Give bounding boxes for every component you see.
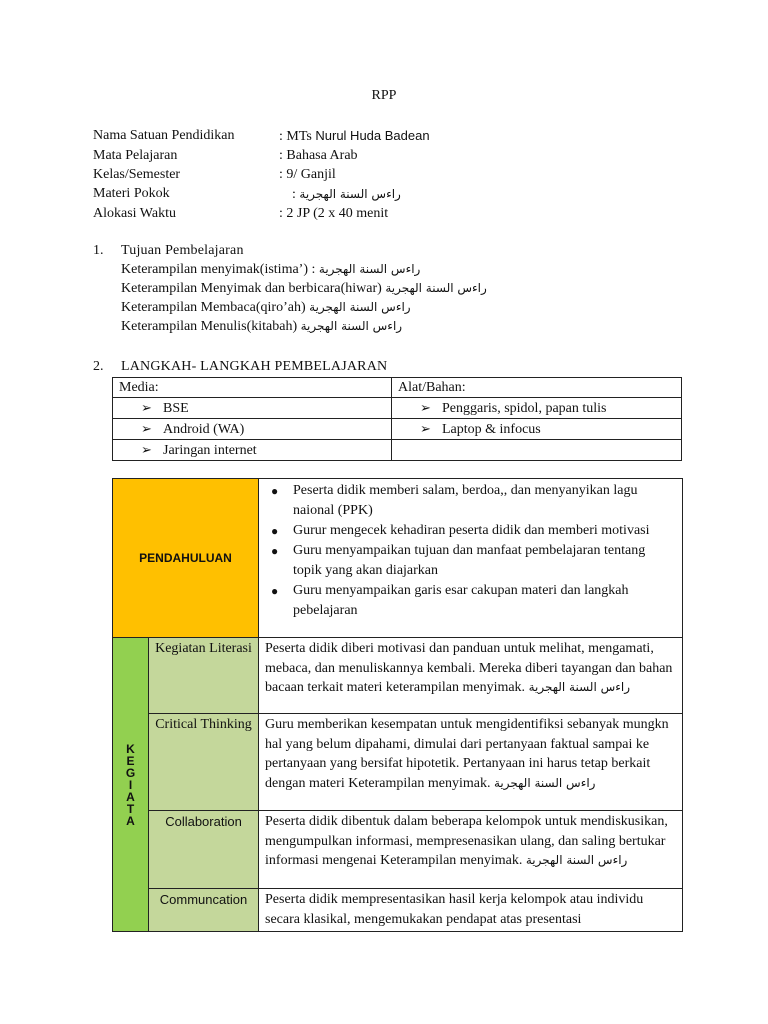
identity-label: Kelas/Semester [93,167,181,182]
list-item: ● Guru menyampaikan tujuan dan manfaat pembelajaran tentang topik yang akan diajarkan [271,543,646,578]
identity-value: : Bahasa Arab [279,148,358,163]
identity-value: : MTs Nurul Huda Badean [279,128,430,144]
objective-item: Keterampilan menyimak(istima’) : راءس السنة الهجرية [121,262,421,277]
activity-label: Communcation [149,889,259,932]
activity-label: Critical Thinking [149,714,259,811]
pendahuluan-content [259,479,683,638]
identity-label: Mata Pelajaran [93,148,178,163]
bullet-icon: ● [271,524,279,538]
bullet-icon: ● [271,544,279,558]
section-number: 1. [93,243,104,258]
arrow-bullet-icon: ➢ [141,421,152,436]
pendahuluan-label: PENDAHULUAN [113,479,259,638]
document-title: RPP [371,88,397,103]
media-item: ➢ Jaringan internet [113,440,392,461]
activity-label: Kegiatan Literasi [149,638,259,714]
activity-label: Collaboration [149,811,259,889]
section-title: LANGKAH- LANGKAH PEMBELAJARAN [121,359,388,374]
identity-label: Nama Satuan Pendidikan [93,128,235,143]
activity-text: Peserta didik diberi motivasi dan panduan untuk melihat, mengamati, mebaca, dan menuliskannya kembali. Mereka diberi tayangan dan bahan bacaan terkait materi keterampilan menyimak. راءس السنة الهجرية [259,638,683,714]
activity-text: Peserta didik dibentuk dalam beberapa kelompok untuk mendiskusikan, mengumpulkan informasi, mempresenasikan ulang, dan saling bertukar informasi mengenai Keterampilan menyimak. راءس السنة الهجرية [259,811,683,889]
tools-header: Alat/Bahan: [392,378,682,398]
identity-value: : 2 JP (2 x 40 menit [279,206,389,221]
bullet-icon: ● [271,484,279,498]
kegiatan-inti-vertical-label [113,638,149,932]
objective-item: Keterampilan Membaca(qiro’ah) راءس السنة الهجرية [121,300,411,315]
identity-value: : 9/ Ganjil [279,167,336,182]
identity-label: Materi Pokok [93,186,170,201]
section-number: 2. [93,359,104,374]
media-item: ➢ Android (WA) [113,419,392,440]
activity-table [112,478,683,932]
activity-text: Guru memberikan kesempatan untuk mengidentifiksi sebanyak mungkn hal yang belum dipahami, dimulai dari pertanyaan faktual sampai ke pertanyaan yang bersifat hipotetik. Pertanyaan ini harus tetap berkait dengan materi Keterampilan menyimak. راءس السنة الهجرية [259,714,683,811]
arrow-bullet-icon: ➢ [141,400,152,415]
objective-item: Keterampilan Menulis(kitabah) راءس السنة الهجرية [121,319,403,334]
tools-item: ➢ Laptop & infocus [392,419,682,440]
list-item: ● Guru menyampaikan garis esar cakupan materi dan langkah pebelajaran [271,583,629,618]
tools-item: ➢ Penggaris, spidol, papan tulis [392,398,682,419]
bullet-icon: ● [271,584,279,598]
identity-value: : راءس السنة الهجرية [292,187,401,202]
arrow-bullet-icon: ➢ [420,400,431,415]
media-tools-table [112,377,682,461]
media-header: Media: [113,378,392,398]
media-item: ➢ BSE [113,398,392,419]
list-item: ● Peserta didik memberi salam, berdoa,, dan menyanyikan lagu naional (PPK) [271,483,638,518]
arrow-bullet-icon: ➢ [420,421,431,436]
section-title: Tujuan Pembelajaran [121,243,244,258]
identity-label: Alokasi Waktu [93,206,176,221]
objective-item: Keterampilan Menyimak dan berbicara(hiwar) راءس السنة الهجرية [121,281,487,296]
list-item: ● Gurur mengecek kehadiran peserta didik dan memberi motivasi [293,521,674,541]
arrow-bullet-icon: ➢ [141,442,152,457]
activity-text: Peserta didik mempresentasikan hasil kerja kelompok atau individu secara klasikal, mengemukakan pendapat atas presentasi [259,889,683,932]
vertical-letters: K E G I A T A [125,741,136,828]
tools-empty-cell [392,440,682,461]
